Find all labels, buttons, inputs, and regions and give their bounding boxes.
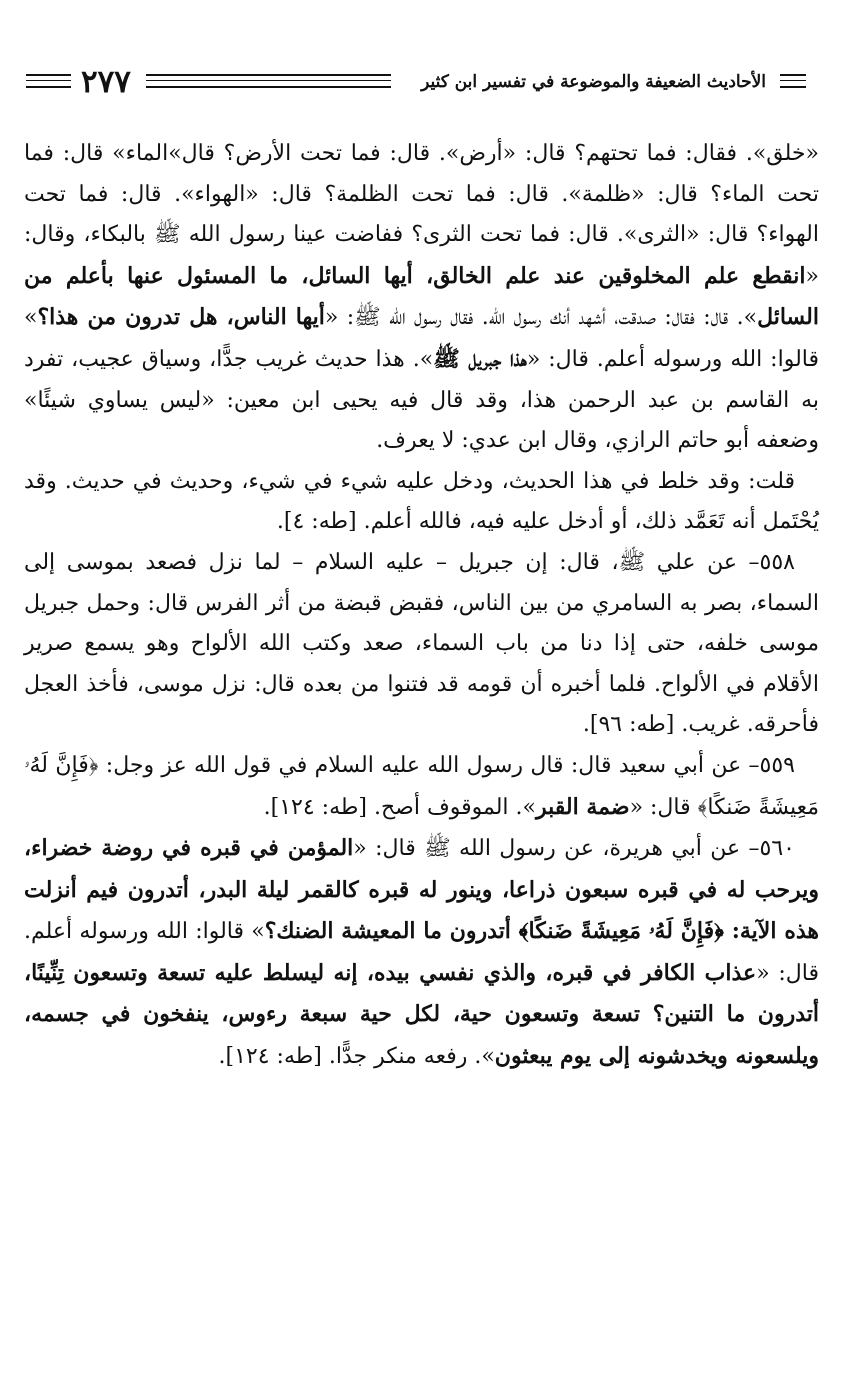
header-rule (146, 80, 391, 81)
header-rule (26, 74, 71, 76)
header-rule (26, 80, 71, 81)
hadith-560: ٥٦٠– عن أبي هريرة، عن رسول الله ﷺ قال: «المؤمن في قبره في روضة خضراء، ويرحب له في قبره سبعون ذراعا، وينور له قبره كالقمر ليلة البدر، أتدرون فيم أنزلت هذه الآية: ﴿فَإِنَّ لَهُۥ مَعِيشَةً ضَنكًا﴾ أتدرون ما المعيشة الضنك؟» قالوا: الله ورسوله أعلم. قال: «عذاب الكافر في قبره، والذي نفسي بيده، إنه ليسلط عليه تسعة وتسعون تِنِّينًا، أتدرون ما التنين؟ تسعة وتسعون حية، لكل حية سبعة رءوس، ينفخون في جسمه، ويلسعونه ويخدشونه إلى يوم يبعثون». رفعه منكر جدًّا. [طه: ١٢٤]. (24, 835, 820, 1070)
paragraph-note: قلت: وقد خلط في هذا الحديث، ودخل عليه شيء في شيء، وحديث في حديث. وقد يُحْتَمل أنه تَعَمَّد ذلك، أو أدخل عليه فيه، فالله أعلم. [طه: ٤]. (24, 468, 819, 535)
header-rule (146, 74, 391, 76)
header-rule (780, 80, 806, 81)
running-title: الأحاديث الضعيفة والموضوعة في تفسير ابن كثير (421, 72, 766, 92)
hadith-559: ٥٥٩– عن أبي سعيد قال: قال رسول الله عليه السلام في قول الله عز وجل: ﴿فَإِنَّ لَهُۥ مَعِيشَةً ضَنكًا﴾ قال: «ضمة القبر». الموقوف أصح. [طه: ١٢٤]. (24, 752, 819, 820)
page-number: ٢٧٧ (81, 64, 131, 100)
page-body (24, 134, 819, 1078)
header-rule (780, 74, 806, 76)
header-rule (146, 86, 391, 88)
paragraph-continuation: «خلق». فقال: فما تحتهم؟ قال: «أرض». قال: فما تحت الأرض؟ قال»الماء» قال: فما تحت الماء؟ قال: «ظلمة». قال: فما تحت الظلمة؟ قال: «الهواء». قال: فما تحت الهواء؟ قال: «الثرى». قال: فما تحت الثرى؟ ففاضت عينا رسول الله ﷺ بالبكاء، وقال: «انقطع علم المخلوقين عند علم الخالق، أيها السائل، ما المسئول عنها بأعلم من السائل». قال: فقال: صدقت، أشهد أنك رسول الله. فقال رسول الله ﷺ: «أيها الناس، هل تدرون من هذا؟» قالوا: الله ورسوله أعلم. قال: «هذا جبريل ﷺ». هذا حديث غريب جدًّا، وسياق عجيب، تفرد به القاسم بن عبد الرحمن هذا، وقد قال فيه يحيى ابن معين: «ليس يساوي شيئًا» وضعفه أبو حاتم الرازي، وقال ابن عدي: لا يعرف. (24, 141, 819, 454)
running-header (26, 60, 806, 100)
header-rule (780, 86, 806, 88)
hadith-558: ٥٥٨– عن علي ﷺ، قال: إن جبريل – عليه السلام – لما نزل فصعد بموسى إلى السماء، بصر به السامري من بين الناس، فقبض قبضة من أثر الفرس قال: وحمل جبريل موسى خلفه، حتى إذا دنا من باب السماء، صعد وكتب الله الألواح وهو يسمع صرير الأقلام في الألواح. فلما أخبره أن قومه قد فتنوا من بعده قال: نزل موسى، فأخذ العجل فأحرقه. غريب. [طه: ٩٦]. (24, 549, 819, 738)
header-rule (26, 86, 71, 88)
